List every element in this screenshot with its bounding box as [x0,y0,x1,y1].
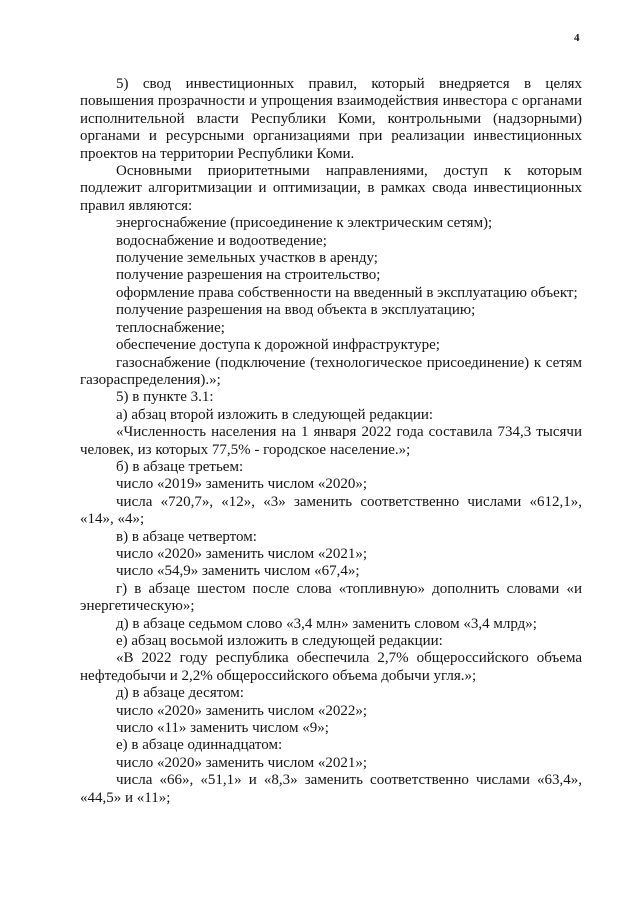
paragraph-amendment: в) в абзаце четвертом: [116,528,257,545]
paragraph-replacement: число «2020» заменить числом «2021»; [116,545,367,562]
paragraph-amendment: е) в абзаце одиннадцатом: [116,737,283,754]
paragraph-amendment: г) в абзаце шестом после слова «топливную» дополнить словами «и энергетическую»; [80,580,582,615]
paragraph-replacement: число «2020» заменить числом «2022»; [116,702,367,719]
paragraph-quote: «В 2022 году республика обеспечила 2,7% общероссийского объема нефтедобычи и 2,2% общероссийского объема добычи угля.»; [80,650,582,684]
list-item: теплоснабжение; [116,319,225,336]
paragraph-point-3-1: 5) в пункте 3.1: [116,389,214,406]
list-item: водоснабжение и водоотведение; [116,232,327,249]
paragraph-amendment: а) абзац второй изложить в следующей редакции: [116,406,434,423]
list-item: обеспечение доступа к дорожной инфраструктуре; [116,337,440,354]
paragraph-replacement: число «2020» заменить числом «2021»; [116,754,367,771]
paragraph-replacement: число «2019» заменить числом «2020»; [116,476,367,493]
list-item: получение земельных участков в аренду; [116,250,378,267]
paragraph-replacement: числа «66», «51,1» и «8,3» заменить соответственно числами «63,4», «44,5» и «11»; [80,772,582,806]
paragraph-amendment: д) в абзаце седьмом слово «3,4 млн» заменить словом «3,4 млрд»; [116,615,537,632]
paragraph-priority-directions: Основными приоритетными направлениями, доступ к которым подлежит алгоритмизации и оптимизации, в рамках свода инвестиционных правил являются: [80,163,582,214]
list-item: оформление права собственности на введенный в эксплуатацию объект; [116,284,578,301]
page-number: 4 [574,32,580,44]
list-item: газоснабжение (подключение (технологическое присоединение) к сетям газораспределения).»; [80,354,582,388]
paragraph-replacement: числа «720,7», «12», «3» заменить соответственно числами «612,1», «14», «4»; [80,493,582,528]
paragraph-replacement: число «54,9» заменить числом «67,4»; [116,563,360,580]
list-item: получение разрешения на ввод объекта в эксплуатацию; [116,302,476,319]
document-body [80,76,582,807]
paragraph-amendment: б) в абзаце третьем: [116,458,244,475]
list-item: получение разрешения на строительство; [116,267,381,284]
paragraph-replacement: число «11» заменить числом «9»; [116,720,329,737]
paragraph-quote: «Численность населения на 1 января 2022 года составила 734,3 тысячи человек, из которых 77,5% - городское население.»; [80,424,582,458]
paragraph-amendment: е) абзац восьмой изложить в следующей редакции: [116,633,443,649]
list-item: энергоснабжение (присоединение к электрическим сетям); [116,215,493,232]
paragraph-investment-rules: 5) свод инвестиционных правил, который внедряется в целях повышения прозрачности и упрощения взаимодействия инвестора с органами исполнительной власти Республики Коми, контрольными (надзорными) органами и ресурсными организациями при реализации инвестиционных проектов на территории Республики Коми. [80,76,582,162]
paragraph-amendment: д) в абзаце десятом: [116,685,244,702]
